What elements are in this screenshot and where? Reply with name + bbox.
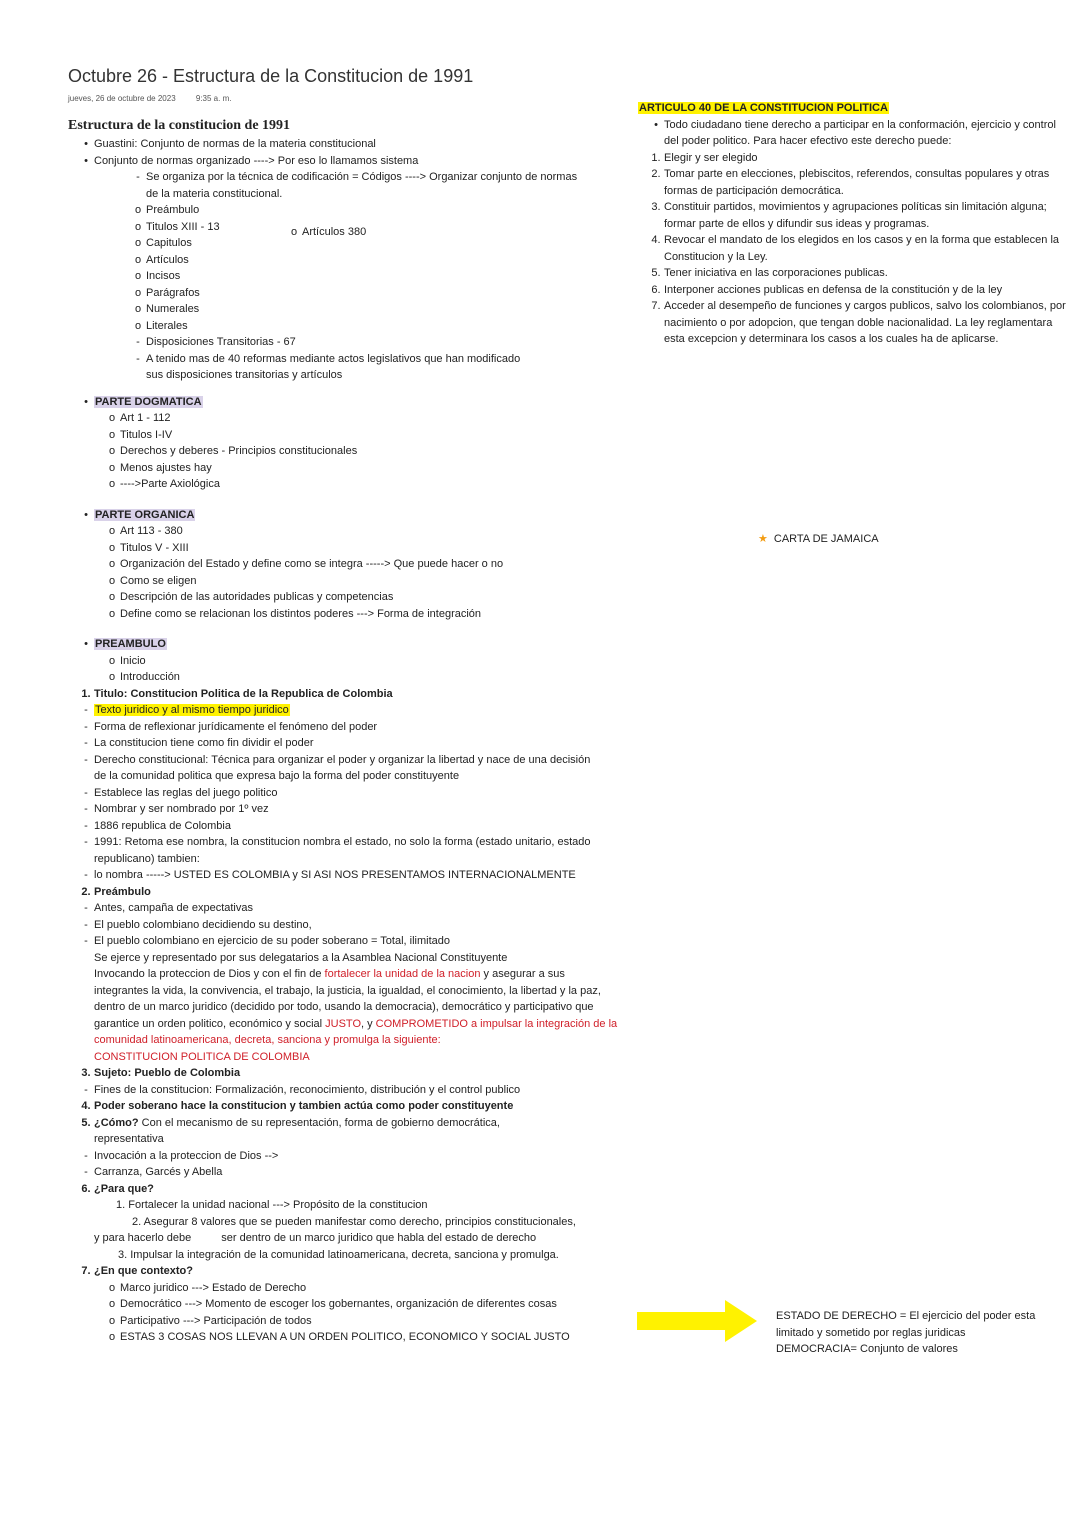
dash-icon: -: [84, 935, 88, 947]
list-item: Forma de reflexionar jurídicamente el fenómeno del poder: [94, 720, 378, 733]
circle-bullet-icon: o: [108, 461, 116, 474]
section-4-heading: Poder soberano hace la constitucion y tambien actúa como poder constituyente: [94, 1100, 514, 1112]
list-item: Participativo ---> Participación de todos: [120, 1314, 312, 1327]
circle-bullet-icon: o: [108, 412, 116, 424]
dash-icon: -: [84, 902, 88, 914]
list-item: Se organiza por la técnica de codificación = Códigos ----> Organizar conjunto de normas de la materia constitucional.: [146, 171, 578, 200]
article-item: Acceder al desempeño de funciones y cargos publicos, salvo los colombianos, por nacimiento o por adopcion, que tengan doble nacionalidad. La ley reglamentara esta excepcion y determinara los casos a los cuales ha de aplicarse.: [664, 300, 1066, 345]
number-marker: 6.: [651, 283, 661, 296]
paragraph-text: Con el mecanismo de su representación, forma de gobierno democrática, representativa: [94, 1116, 500, 1145]
circle-bullet-icon: o: [108, 654, 116, 667]
highlighted-text: Texto juridico y al mismo tiempo juridico: [95, 704, 289, 716]
list-item: Conjunto de normas organizado ----> Por eso lo llamamos sistema: [94, 154, 419, 167]
dash-icon: -: [84, 753, 88, 766]
list-item: Art 113 - 380: [120, 525, 183, 537]
list-item: Literales: [146, 319, 188, 332]
list-item: 1991: Retoma ese nombra, la constitucion nombra el estado, no solo la forma (estado unitario, estado republicano) tambien:: [94, 836, 591, 865]
circle-bullet-icon: o: [108, 1281, 116, 1294]
section-1-heading: Titulo: Constitucion Politica de la Republica de Colombia: [94, 687, 393, 700]
section-3-heading: Sujeto: Pueblo de Colombia: [94, 1067, 241, 1079]
number-marker: 3.: [81, 1067, 91, 1079]
carta-jamaica-tag: [758, 532, 879, 545]
article-40-panel: [638, 100, 1070, 348]
number-marker: 5.: [81, 1116, 91, 1129]
list-item: Nombrar y ser nombrado por 1º vez: [94, 803, 269, 815]
circle-bullet-icon: o: [108, 558, 116, 570]
section-2-heading: Preámbulo: [94, 885, 151, 898]
articles-note: Artículos 380: [302, 226, 367, 238]
list-item: Fines de la constitucion: Formalización, reconocimiento, distribución y el control publico: [94, 1083, 521, 1096]
list-item: La constitucion tiene como fin dividir el poder: [94, 737, 314, 749]
list-item: Art 1 - 112: [120, 412, 171, 424]
bullet-icon: •: [84, 138, 88, 150]
parte-organica-heading: PARTE ORGANICA: [95, 508, 195, 521]
list-item: Descripción de las autoridades publicas y competencias: [120, 591, 394, 603]
list-item: ---->Parte Axiológica: [120, 478, 220, 490]
list-item: ESTAS 3 COSAS NOS LLEVAN A UN ORDEN POLITICO, ECONOMICO Y SOCIAL JUSTO: [120, 1331, 570, 1343]
circle-bullet-icon: o: [134, 253, 142, 266]
list-item: Invocación a la proteccion de Dios -->: [94, 1149, 279, 1162]
circle-bullet-icon: o: [134, 204, 142, 216]
circle-bullet-icon: o: [290, 226, 298, 238]
preambulo-paragraph: [94, 966, 622, 1049]
number-marker: 4.: [651, 234, 661, 246]
number-marker: 3.: [651, 201, 661, 213]
article-item: Elegir y ser elegido: [664, 151, 758, 164]
paragraph-text: , y: [361, 1017, 376, 1030]
circle-bullet-icon: o: [108, 1314, 116, 1327]
circle-bullet-icon: o: [134, 286, 142, 299]
number-marker: 5.: [651, 267, 661, 279]
section-7-heading: ¿En que contexto?: [94, 1265, 193, 1277]
circle-bullet-icon: o: [134, 270, 142, 282]
list-item: Derechos y deberes - Principios constitucionales: [120, 445, 358, 457]
circle-bullet-icon: o: [108, 607, 116, 620]
list-item: Preámbulo: [146, 204, 200, 216]
dash-icon: -: [84, 1149, 88, 1162]
list-item: Numerales: [146, 303, 200, 315]
number-marker: 7.: [651, 300, 661, 312]
bullet-icon: •: [84, 508, 88, 521]
circle-bullet-icon: o: [108, 671, 116, 683]
section-heading: Estructura de la constitucion de 1991: [68, 118, 291, 133]
list-item: Disposiciones Transitorias - 67: [146, 336, 296, 348]
dash-icon: -: [84, 737, 88, 749]
dash-icon: -: [84, 819, 88, 832]
dash-icon: -: [84, 803, 88, 815]
dash-icon: -: [84, 836, 88, 848]
dash-icon: -: [136, 352, 140, 365]
list-item: Antes, campaña de expectativas: [94, 902, 253, 914]
circle-bullet-icon: o: [108, 525, 116, 537]
list-item: 3. Impulsar la integración de la comunidad latinoamericana, decreta, sanciona y promulga.: [118, 1248, 559, 1261]
definition-note: [776, 1308, 1066, 1358]
circle-bullet-icon: o: [108, 1298, 116, 1310]
preambulo-heading: PREAMBULO: [95, 638, 166, 650]
dash-icon: -: [136, 171, 140, 183]
circle-bullet-icon: o: [108, 591, 116, 603]
arrow-right-icon: [637, 1298, 757, 1344]
red-text: JUSTO: [325, 1017, 361, 1030]
list-item: Incisos: [146, 270, 181, 282]
dash-icon: -: [84, 704, 88, 716]
bullet-icon: •: [84, 154, 88, 167]
number-marker: 6.: [81, 1182, 91, 1195]
list-item: Derecho constitucional: Técnica para organizar el poder y organizar la libertad y nace de una decisión de la comunidad politica que expresa bajo la forma del poder constituyente: [94, 753, 591, 782]
dash-icon: -: [84, 869, 88, 881]
number-marker: 1.: [81, 687, 91, 700]
list-item: Introducción: [120, 671, 180, 683]
paragraph-text: Invocando la proteccion de Dios y con el fin de: [94, 968, 325, 980]
article-item: Tomar parte en elecciones, plebiscitos, referendos, consultas populares y otras formas de participación democrática.: [664, 168, 1050, 197]
paragraph-text: y asegurar a sus integrantes la vida, la convivencia, el trabajo, la justicia, la igualdad, el conocimiento, la libertad y la paz, dentro de un marco juridico (decidido por todo, usando la democracia), democrático y participativo que garantice un orden politico, económico y social: [94, 968, 601, 1030]
note-line: ESTADO DE DERECHO = El ejercicio del poder esta limitado y sometido por reglas juridicas: [776, 1310, 1036, 1339]
note-body: [68, 116, 628, 1346]
list-item: El pueblo colombiano en ejercicio de su poder soberano = Total, ilimitado: [94, 935, 450, 947]
number-marker: 2.: [81, 885, 91, 898]
number-marker: 1.: [651, 151, 661, 164]
number-marker: 7.: [81, 1265, 91, 1277]
circle-bullet-icon: o: [108, 1331, 116, 1343]
list-item: A tenido mas de 40 reformas mediante actos legislativos que han modificado sus disposiciones transitorias y artículos: [146, 352, 521, 381]
note-line: DEMOCRACIA= Conjunto de valores: [776, 1343, 958, 1355]
bullet-icon: •: [84, 638, 88, 650]
list-item: 1. Fortalecer la unidad nacional ---> Propósito de la constitucion: [116, 1199, 428, 1211]
dash-icon: -: [136, 336, 140, 348]
article-item: Revocar el mandato de los elegidos en los casos y en la forma que establecen la Constitucion y la Ley.: [664, 234, 1060, 263]
section-6-heading: ¿Para que?: [94, 1182, 154, 1195]
dash-icon: -: [84, 918, 88, 931]
list-item: Marco juridico ---> Estado de Derecho: [120, 1281, 307, 1294]
list-item: Titulos I-IV: [120, 428, 173, 441]
parte-dogmatica-heading: PARTE DOGMATICA: [95, 395, 202, 408]
list-item: Inicio: [120, 654, 146, 667]
dash-icon: -: [84, 1166, 88, 1178]
circle-bullet-icon: o: [134, 237, 142, 249]
list-item: Titulos XIII - 13: [146, 220, 220, 233]
list-item: El pueblo colombiano decidiendo su destino,: [94, 918, 312, 931]
page-time: 9:35 a. m.: [195, 94, 232, 103]
dash-icon: -: [84, 786, 88, 799]
list-item: 1886 republica de Colombia: [94, 819, 231, 832]
list-item: Titulos V - XIII: [120, 541, 189, 554]
page-title: Octubre 26 - Estructura de la Constitucion de 1991: [68, 66, 474, 86]
red-text: CONSTITUCION POLITICA DE COLOMBIA: [94, 1050, 310, 1063]
red-text: fortalecer la unidad de la nacion: [324, 968, 481, 980]
circle-bullet-icon: o: [108, 428, 116, 441]
list-item: Define como se relacionan los distintos poderes ---> Forma de integración: [120, 607, 482, 620]
list-item: y para hacerlo debe: [94, 1232, 192, 1244]
bullet-icon: •: [654, 118, 658, 131]
number-marker: 4.: [81, 1100, 91, 1112]
bullet-icon: •: [84, 395, 88, 408]
list-item: Menos ajustes hay: [120, 461, 212, 474]
carta-jamaica-label: CARTA DE JAMAICA: [773, 533, 879, 545]
circle-bullet-icon: o: [108, 478, 116, 490]
red-text: COMPROMETIDO a impulsar la integración de la comunidad latinoamericana, decreta, sanciona y promulga la siguiente:: [94, 1017, 618, 1046]
list-item: Organización del Estado y define como se integra -----> Que puede hacer o no: [120, 558, 504, 570]
list-item: Establece las reglas del juego politico: [94, 786, 278, 799]
star-icon: ★: [758, 533, 768, 545]
list-item: ser dentro de un marco juridico que habla del estado de derecho: [221, 1232, 537, 1244]
circle-bullet-icon: o: [134, 303, 142, 315]
list-item: Parágrafos: [146, 286, 200, 299]
circle-bullet-icon: o: [134, 220, 142, 233]
page-date: jueves, 26 de octubre de 2023: [68, 94, 176, 103]
list-item: Artículos: [146, 253, 189, 266]
list-item: Guastini: Conjunto de normas de la materia constitucional: [94, 138, 376, 150]
list-item: Como se eligen: [120, 574, 197, 587]
list-item: Carranza, Garcés y Abella: [94, 1166, 223, 1178]
page-timestamp: [68, 94, 249, 103]
list-item: Democrático ---> Momento de escoger los gobernantes, organización de diferentes cosas: [120, 1298, 557, 1310]
article-item: Tener iniciativa en las corporaciones publicas.: [664, 267, 888, 279]
circle-bullet-icon: o: [108, 445, 116, 457]
list-item: lo nombra -----> USTED ES COLOMBIA y SI ASI NOS PRESENTAMOS INTERNACIONALMENTE: [94, 869, 576, 881]
number-marker: 2.: [651, 168, 661, 180]
article-item: Constituir partidos, movimientos y agrupaciones políticas sin limitación alguna; formar parte de ellos y difundir sus ideas y programas.: [664, 201, 1047, 230]
circle-bullet-icon: o: [134, 319, 142, 332]
dash-icon: -: [84, 1083, 88, 1096]
paragraph: Se ejerce y representado por sus delegatarios a la Asamblea Nacional Constituyente: [94, 951, 508, 964]
circle-bullet-icon: o: [108, 574, 116, 587]
article-40-heading: ARTICULO 40 DE LA CONSTITUCION POLITICA: [639, 102, 888, 114]
article-item: Interponer acciones publicas en defensa de la constitución y de la ley: [664, 283, 1003, 296]
circle-bullet-icon: o: [108, 541, 116, 554]
article-intro: Todo ciudadano tiene derecho a participar en la conformación, ejercicio y control del poder politico. Para hacer efectivo este derecho puede:: [664, 118, 1056, 147]
dash-icon: -: [84, 720, 88, 733]
list-item: 2. Asegurar 8 valores que se pueden manifestar como derecho, principios constitucionales,: [132, 1215, 576, 1228]
list-item: Capitulos: [146, 237, 192, 249]
section-5-heading: ¿Cómo?: [94, 1116, 139, 1129]
